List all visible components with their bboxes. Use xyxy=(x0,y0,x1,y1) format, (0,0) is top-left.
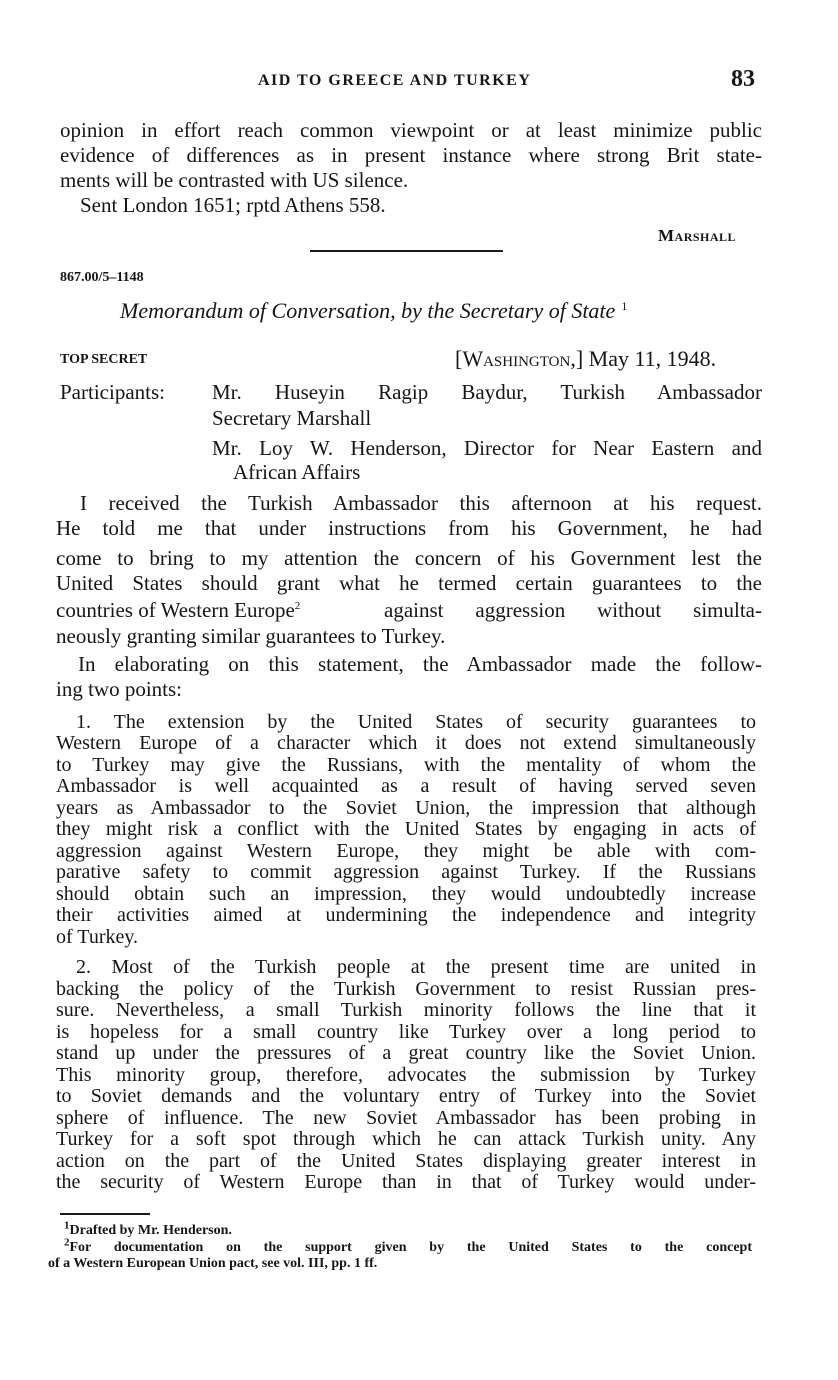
carryover-line: ments will be contrasted with US silence. xyxy=(60,168,409,192)
point-line: years as Ambassador to the Soviet Union, the impression that although xyxy=(56,797,756,819)
signature: Marshall xyxy=(658,226,737,245)
dateline: [Washington,] May 11, 1948. xyxy=(455,346,717,371)
paragraph-line xyxy=(56,598,300,622)
point-line: they might risk a conflict with the United States by engaging in acts of xyxy=(56,818,756,840)
point-line: parative safety to commit aggression against Turkey. If the Russians xyxy=(56,861,756,883)
footnote-divider xyxy=(60,1213,150,1215)
running-head: AID TO GREECE AND TURKEY xyxy=(258,72,532,89)
title-footnote-mark: 1 xyxy=(621,298,628,313)
paragraph-line-start: countries of Western Europe xyxy=(56,598,295,622)
point-line: stand up under the pressures of a great country like the Soviet Union. xyxy=(56,1042,756,1064)
point-line: sure. Nevertheless, a small Turkish minority follows the line that it xyxy=(56,999,756,1021)
point-line: is hopeless for a small country like Turkey over a long period to xyxy=(56,1021,756,1043)
participant: Mr. Huseyin Ragip Baydur, Turkish Ambassador xyxy=(212,380,762,404)
paragraph-line: I received the Turkish Ambassador this afternoon at his request. xyxy=(80,491,762,515)
section-divider xyxy=(310,250,503,252)
file-number: 867.00/5–1148 xyxy=(60,270,144,285)
dateline-date: May 11, 1948. xyxy=(588,346,717,371)
point-line: to Soviet demands and the voluntary entry of Turkey into the Soviet xyxy=(56,1085,756,1107)
point-line: to Turkey may give the Russians, with the mentality of whom the xyxy=(56,754,756,776)
paragraph-line: He told me that under instructions from his Government, he had xyxy=(56,516,762,540)
point-line: should obtain such an impression, they would undoubtedly increase xyxy=(56,883,756,905)
document-title-text: Memorandum of Conversation, by the Secretary of State xyxy=(120,298,616,323)
point-line: aggression against Western Europe, they might be able with com- xyxy=(56,840,756,862)
point-line: Western Europe of a character which it does not extend simultaneously xyxy=(56,732,756,754)
paragraph-line: neously granting similar guarantees to Turkey. xyxy=(56,624,446,648)
page-number: 83 xyxy=(731,66,755,92)
point-line: sphere of influence. The new Soviet Ambassador has been probing in xyxy=(56,1107,756,1129)
paragraph-line: In elaborating on this statement, the Ambassador made the follow- xyxy=(78,652,762,676)
dateline-place: Washington, xyxy=(462,346,576,371)
point-line: 1. The extension by the United States of security guarantees to xyxy=(76,711,756,733)
point-line: backing the policy of the Turkish Government to resist Russian pres- xyxy=(56,978,756,1000)
footnote-continued: of a Western European Union pact, see vol. III, pp. 1 ff. xyxy=(48,1256,378,1271)
point-line: Turkey for a soft spot through which he can attack Turkish unity. Any xyxy=(56,1128,756,1150)
point-line: their activities aimed at undermining the independence and integrity xyxy=(56,904,756,926)
point-line: action on the part of the United States displaying greater interest in xyxy=(56,1150,756,1172)
document-title xyxy=(120,298,627,324)
participant: Secretary Marshall xyxy=(212,406,372,430)
footnote-text: For documentation on the support given by the United States to the concept xyxy=(69,1240,752,1255)
paragraph-line: ing two points: xyxy=(56,677,183,701)
point-line: 2. Most of the Turkish people at the present time are united in xyxy=(76,956,756,978)
carryover-line: Sent London 1651; rptd Athens 558. xyxy=(80,193,386,217)
footnote xyxy=(64,1219,232,1238)
footnote xyxy=(64,1236,752,1255)
footnote-mark: 1 xyxy=(64,1219,70,1232)
point-line: Ambassador is well acquainted as a result of having served seven xyxy=(56,775,756,797)
footnote-text: Drafted by Mr. Henderson. xyxy=(69,1223,232,1238)
participant: African Affairs xyxy=(233,460,361,484)
classification: TOP SECRET xyxy=(60,352,148,367)
participant: Mr. Loy W. Henderson, Director for Near Eastern and xyxy=(212,436,762,460)
carryover-line: opinion in effort reach common viewpoint or at least minimize public xyxy=(60,118,762,142)
participants-label: Participants: xyxy=(60,380,165,404)
point-line: the security of Western Europe than in that of Turkey would under- xyxy=(56,1171,756,1193)
point-line: This minority group, therefore, advocates the submission by Turkey xyxy=(56,1064,756,1086)
footnote-mark: 2 xyxy=(64,1236,70,1249)
footnote-mark-2: 2 xyxy=(294,600,301,612)
paragraph-line: United States should grant what he termed certain guarantees to the xyxy=(56,571,762,595)
paragraph-line-end: against aggression without simulta- xyxy=(384,598,762,622)
paragraph-line: come to bring to my attention the concern of his Government lest the xyxy=(56,546,762,570)
carryover-line: evidence of differences as in present instance where strong Brit state- xyxy=(60,143,762,167)
point-line: of Turkey. xyxy=(56,926,139,948)
